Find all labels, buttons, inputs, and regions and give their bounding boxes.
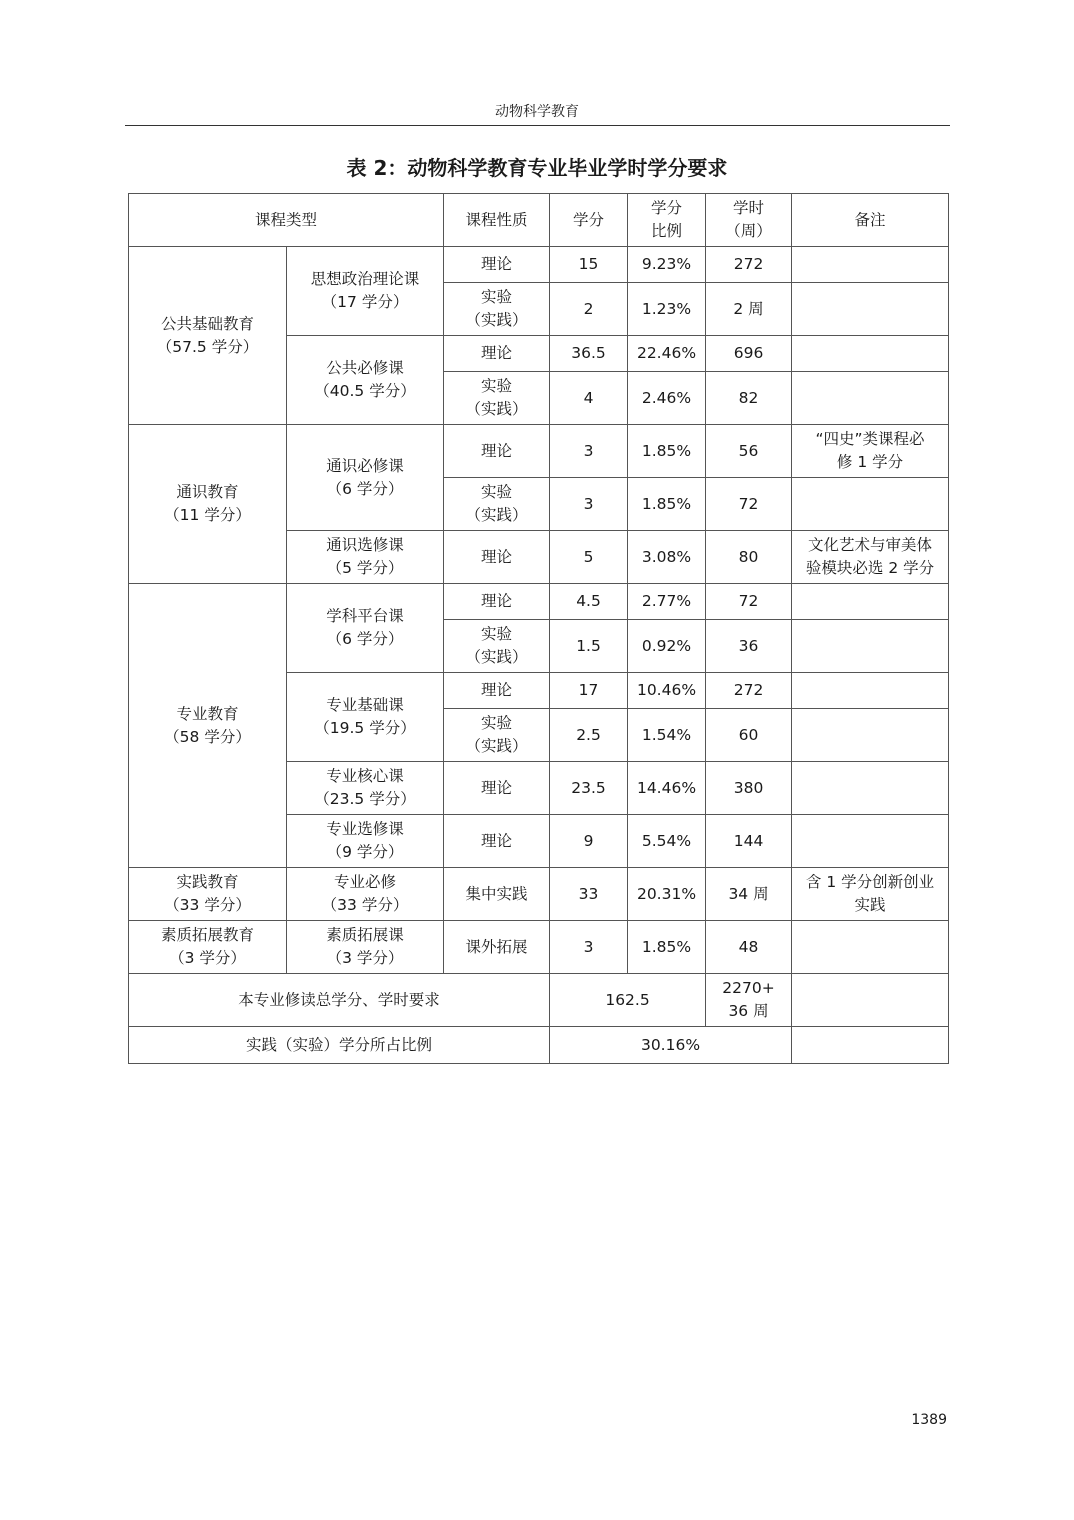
note-cell bbox=[792, 673, 949, 709]
ratio-cell: 2.77% bbox=[628, 584, 706, 620]
subgroup-cell: 学科平台课 （6 学分） bbox=[287, 584, 444, 673]
group-public: 公共基础教育 （57.5 学分） bbox=[129, 247, 287, 425]
header-rule bbox=[125, 125, 950, 126]
note-cell bbox=[792, 762, 949, 815]
ratio-cell: 10.46% bbox=[628, 673, 706, 709]
hours-cell: 380 bbox=[706, 762, 792, 815]
credits-cell: 3 bbox=[550, 921, 628, 974]
note-cell bbox=[792, 372, 949, 425]
note-cell: 含 1 学分创新创业 实践 bbox=[792, 868, 949, 921]
credits-cell: 4.5 bbox=[550, 584, 628, 620]
hours-cell: 72 bbox=[706, 478, 792, 531]
hours-cell: 34 周 bbox=[706, 868, 792, 921]
note-cell bbox=[792, 478, 949, 531]
credits-cell: 3 bbox=[550, 478, 628, 531]
header-row bbox=[129, 194, 949, 247]
table-row bbox=[129, 247, 949, 283]
ratio-cell: 1.23% bbox=[628, 283, 706, 336]
hours-cell: 272 bbox=[706, 247, 792, 283]
group-quality: 素质拓展教育 （3 学分） bbox=[129, 921, 287, 974]
subgroup-cell: 思想政治理论课 （17 学分） bbox=[287, 247, 444, 336]
nature-cell: 理论 bbox=[444, 336, 550, 372]
note-cell bbox=[792, 974, 949, 1027]
subgroup-cell: 专业基础课 （19.5 学分） bbox=[287, 673, 444, 762]
ratio-cell: 1.54% bbox=[628, 709, 706, 762]
hours-cell: 60 bbox=[706, 709, 792, 762]
nature-cell: 理论 bbox=[444, 815, 550, 868]
credits-cell: 5 bbox=[550, 531, 628, 584]
hours-cell: 48 bbox=[706, 921, 792, 974]
credits-cell: 4 bbox=[550, 372, 628, 425]
ratio-cell: 1.85% bbox=[628, 921, 706, 974]
ratio-cell: 3.08% bbox=[628, 531, 706, 584]
table-row bbox=[129, 868, 949, 921]
table-row bbox=[129, 584, 949, 620]
ratio-cell: 14.46% bbox=[628, 762, 706, 815]
hours-cell: 272 bbox=[706, 673, 792, 709]
hours-cell: 36 bbox=[706, 620, 792, 673]
note-cell bbox=[792, 1027, 949, 1064]
group-major: 专业教育 （58 学分） bbox=[129, 584, 287, 868]
hours-cell: 696 bbox=[706, 336, 792, 372]
nature-cell: 实验 （实践） bbox=[444, 283, 550, 336]
credits-cell: 17 bbox=[550, 673, 628, 709]
note-cell bbox=[792, 620, 949, 673]
credits-cell: 3 bbox=[550, 425, 628, 478]
subgroup-cell: 公共必修课 （40.5 学分） bbox=[287, 336, 444, 425]
note-cell bbox=[792, 247, 949, 283]
practice-ratio-label: 实践（实验）学分所占比例 bbox=[129, 1027, 550, 1064]
credits-cell: 9 bbox=[550, 815, 628, 868]
credits-cell: 15 bbox=[550, 247, 628, 283]
nature-cell: 实验 （实践） bbox=[444, 620, 550, 673]
credits-cell: 2.5 bbox=[550, 709, 628, 762]
credits-table bbox=[128, 193, 949, 1064]
col-header-nature: 课程性质 bbox=[444, 194, 550, 247]
col-header-hours: 学时 （周） bbox=[706, 194, 792, 247]
note-cell bbox=[792, 921, 949, 974]
nature-cell: 理论 bbox=[444, 673, 550, 709]
note-cell: “四史”类课程必 修 1 学分 bbox=[792, 425, 949, 478]
nature-cell: 课外拓展 bbox=[444, 921, 550, 974]
nature-cell: 理论 bbox=[444, 762, 550, 815]
ratio-cell: 1.85% bbox=[628, 425, 706, 478]
hours-cell: 144 bbox=[706, 815, 792, 868]
subgroup-cell: 专业必修 （33 学分） bbox=[287, 868, 444, 921]
subgroup-cell: 专业核心课 （23.5 学分） bbox=[287, 762, 444, 815]
total-label: 本专业修读总学分、学时要求 bbox=[129, 974, 550, 1027]
note-cell bbox=[792, 584, 949, 620]
nature-cell: 理论 bbox=[444, 425, 550, 478]
nature-cell: 实验 （实践） bbox=[444, 372, 550, 425]
nature-cell: 理论 bbox=[444, 584, 550, 620]
nature-cell: 实验 （实践） bbox=[444, 478, 550, 531]
subgroup-cell: 通识必修课 （6 学分） bbox=[287, 425, 444, 531]
note-cell: 文化艺术与审美体 验模块必选 2 学分 bbox=[792, 531, 949, 584]
group-general: 通识教育 （11 学分） bbox=[129, 425, 287, 584]
col-header-ratio: 学分 比例 bbox=[628, 194, 706, 247]
credits-cell: 23.5 bbox=[550, 762, 628, 815]
nature-cell: 实验 （实践） bbox=[444, 709, 550, 762]
subgroup-cell: 通识选修课 （5 学分） bbox=[287, 531, 444, 584]
total-hours: 2270+ 36 周 bbox=[706, 974, 792, 1027]
subgroup-cell: 素质拓展课 （3 学分） bbox=[287, 921, 444, 974]
hours-cell: 82 bbox=[706, 372, 792, 425]
credits-cell: 33 bbox=[550, 868, 628, 921]
page-number: 1389 bbox=[911, 1412, 947, 1428]
practice-ratio-row bbox=[129, 1027, 949, 1064]
hours-cell: 56 bbox=[706, 425, 792, 478]
credits-cell: 36.5 bbox=[550, 336, 628, 372]
ratio-cell: 20.31% bbox=[628, 868, 706, 921]
hours-cell: 72 bbox=[706, 584, 792, 620]
ratio-cell: 1.85% bbox=[628, 478, 706, 531]
ratio-cell: 2.46% bbox=[628, 372, 706, 425]
nature-cell: 理论 bbox=[444, 247, 550, 283]
practice-ratio-value: 30.16% bbox=[550, 1027, 792, 1064]
ratio-cell: 22.46% bbox=[628, 336, 706, 372]
col-header-category: 课程类型 bbox=[129, 194, 444, 247]
ratio-cell: 0.92% bbox=[628, 620, 706, 673]
nature-cell: 集中实践 bbox=[444, 868, 550, 921]
running-header: 动物科学教育 bbox=[495, 104, 579, 120]
col-header-note: 备注 bbox=[792, 194, 949, 247]
note-cell bbox=[792, 336, 949, 372]
note-cell bbox=[792, 815, 949, 868]
credits-cell: 1.5 bbox=[550, 620, 628, 673]
ratio-cell: 9.23% bbox=[628, 247, 706, 283]
credits-cell: 2 bbox=[550, 283, 628, 336]
nature-cell: 理论 bbox=[444, 531, 550, 584]
table-row bbox=[129, 921, 949, 974]
table-row bbox=[129, 425, 949, 478]
ratio-cell: 5.54% bbox=[628, 815, 706, 868]
group-practice: 实践教育 （33 学分） bbox=[129, 868, 287, 921]
table-title: 表 2：动物科学教育专业毕业学时学分要求 bbox=[346, 156, 728, 180]
hours-cell: 2 周 bbox=[706, 283, 792, 336]
note-cell bbox=[792, 283, 949, 336]
hours-cell: 80 bbox=[706, 531, 792, 584]
total-row bbox=[129, 974, 949, 1027]
note-cell bbox=[792, 709, 949, 762]
subgroup-cell: 专业选修课 （9 学分） bbox=[287, 815, 444, 868]
total-credits: 162.5 bbox=[550, 974, 706, 1027]
col-header-credits: 学分 bbox=[550, 194, 628, 247]
